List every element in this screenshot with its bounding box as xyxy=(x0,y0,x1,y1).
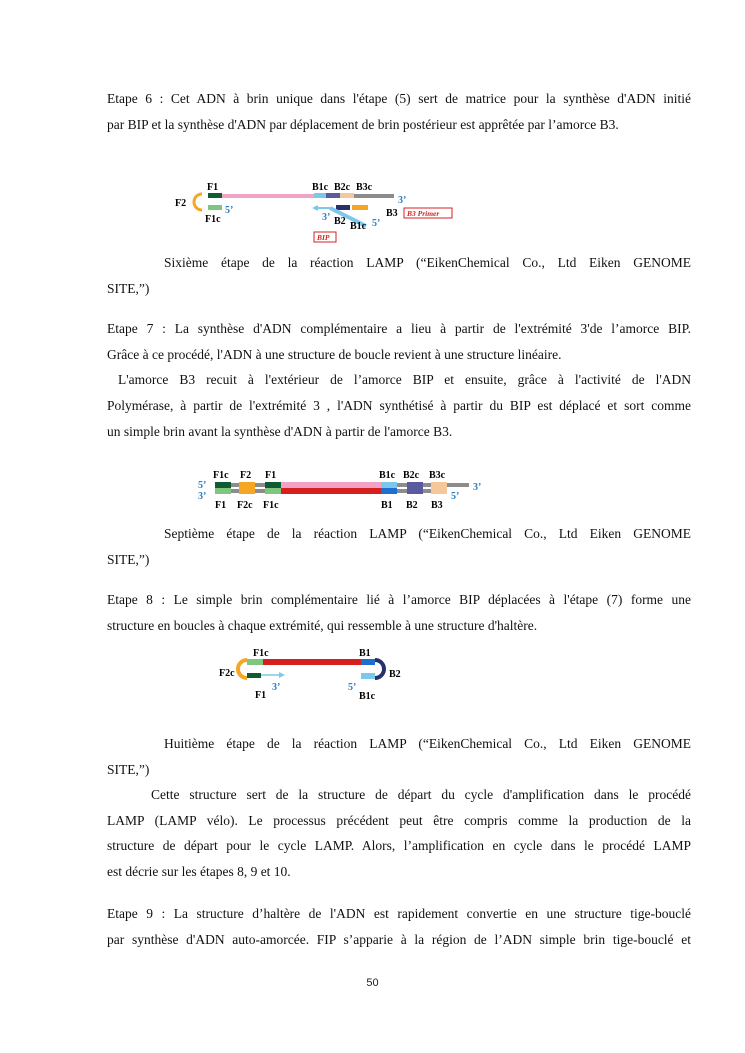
figure7-f2-segment xyxy=(239,482,255,494)
step8-line: Etape 8 : Le simple brin complémentaire lié à l’amorce BIP déplacées à l'étape (7) forme une xyxy=(107,592,691,607)
figure7-label: B3c xyxy=(429,470,446,481)
figure7-label: F1c xyxy=(263,500,279,511)
figure8-caption xyxy=(107,731,691,782)
figure6-label: B2 xyxy=(334,216,346,227)
figure6-caption-line: Sixième étape de la réaction LAMP (“EikenChemical Co., Ltd Eiken GENOME xyxy=(164,255,691,270)
figure8-diagram xyxy=(217,646,417,704)
figure6-label: B2c xyxy=(334,182,351,193)
figure8-right-loop xyxy=(375,660,384,678)
figure6-label: B3 xyxy=(386,208,398,219)
figure8-label: F1 xyxy=(255,690,267,701)
figure6-label: B1c xyxy=(312,182,329,193)
figure6-f1-segment xyxy=(208,193,222,198)
figure8-label: B1c xyxy=(359,691,376,702)
figure7-gray-5 xyxy=(397,483,407,487)
cycle-paragraph xyxy=(107,782,691,885)
figure6-label: F1c xyxy=(205,214,221,225)
figure7-label: F2c xyxy=(237,500,253,511)
cycle-line: LAMP (LAMP vélo). Le processus précédent peut être compris comme la production de la xyxy=(107,812,691,828)
figure7-f1-bottom xyxy=(215,488,231,494)
figure7-label: B1c xyxy=(379,470,396,481)
figure7-label: 3’ xyxy=(473,482,482,493)
step6-line: par BIP et la synthèse d'ADN par déplacement de brin postérieur est apprêtée par l’amorce B3. xyxy=(107,116,619,132)
figure6-b1c-segment xyxy=(314,193,326,198)
figure6-b3-segment xyxy=(352,205,368,210)
figure7-gray-4 xyxy=(255,489,265,493)
figure6-arrowhead xyxy=(312,205,318,211)
figure6-b2c-segment xyxy=(326,193,340,198)
figure8-label: B2 xyxy=(389,669,401,680)
figure7-b3-segment xyxy=(431,482,447,494)
figure6-caption xyxy=(107,250,691,301)
figure7-gray-3 xyxy=(255,483,265,487)
step8-line: structure en boucles à chaque extrémité, qui ressemble à une structure d'haltère. xyxy=(107,617,538,633)
figure7-b1c xyxy=(381,482,397,488)
figure7-gray-2 xyxy=(231,489,239,493)
figure6-label: F1 xyxy=(207,182,219,193)
figure7-caption-line: SITE,”) xyxy=(107,551,150,567)
figure7-gray-6 xyxy=(397,489,407,493)
figure7-label: F1 xyxy=(215,500,227,511)
step7-line: Etape 7 : La synthèse d'ADN complémentaire a lieu à partir de l'extrémité 3'de l’amorce BIP. xyxy=(107,321,691,336)
figure6-f1c-segment xyxy=(208,205,222,210)
figure7-label: F1 xyxy=(265,470,277,481)
figure7-caption xyxy=(107,521,691,572)
step7-paragraph xyxy=(107,316,691,445)
page-number: 50 xyxy=(366,977,379,989)
step8-paragraph xyxy=(107,587,691,638)
figure8-label: B1 xyxy=(359,648,371,659)
figure7-label: 5’ xyxy=(198,480,207,491)
figure7-b2-segment xyxy=(407,482,423,494)
figure8-left-loop xyxy=(238,660,247,678)
step9-line: par synthèse d'ADN auto-amorcée. FIP s’apparie à la région de l’ADN simple brin tige-bouclé et xyxy=(107,931,691,947)
step7-line: Polymérase, à partir de l'extrémité 3 , l'ADN synthétisé à partir du BIP est déplacé et sort comme xyxy=(107,398,691,414)
figure8-red-strand xyxy=(263,659,361,665)
figure8-caption-line: SITE,”) xyxy=(107,761,150,777)
figure7-red-strand xyxy=(281,488,381,494)
figure8-label: F1c xyxy=(253,648,269,659)
figure7-f1c-top xyxy=(215,482,231,488)
figure8-arrowhead xyxy=(279,672,285,678)
step9-paragraph xyxy=(107,901,691,952)
figure6-caption-line: SITE,”) xyxy=(107,280,150,296)
figure6-label: 5’ xyxy=(225,205,234,216)
figure7-gray-tail xyxy=(447,483,469,487)
figure7-gray-8 xyxy=(423,489,431,493)
figure7-gray-7 xyxy=(423,483,431,487)
figure6-label: BIP xyxy=(317,233,330,242)
figure7-label: F1c xyxy=(213,470,229,481)
figure8-b1-segment xyxy=(361,659,375,665)
step6-line: Etape 6 : Cet ADN à brin unique dans l'étape (5) sert de matrice pour la synthèse d'ADN initié xyxy=(107,91,691,106)
figure6-label: B3 Primer xyxy=(407,209,440,218)
figure6-label: 5’ xyxy=(372,218,381,229)
figure8-f1-segment xyxy=(247,673,261,678)
figure6-label: B3c xyxy=(356,182,373,193)
figure7-gray-1 xyxy=(231,483,239,487)
figure8-label: F2c xyxy=(219,668,235,679)
figure6-pink-strand xyxy=(222,194,314,198)
figure8-label: 3’ xyxy=(272,682,281,693)
figure7-label: B1 xyxy=(381,500,393,511)
cycle-line: structure de départ pour le cycle LAMP. Alors, l’amplification en cycle dans le procédé LAMP xyxy=(107,838,691,854)
figure6-diagram xyxy=(170,180,460,246)
figure7-label: B3 xyxy=(431,500,443,511)
figure7-label: 5’ xyxy=(451,491,460,502)
figure6-label: F2 xyxy=(175,198,187,209)
figure7-label: F2 xyxy=(240,470,252,481)
step7-line: un simple brin avant la synthèse d'ADN à partir de l'amorce B3. xyxy=(107,423,453,439)
step6-paragraph xyxy=(107,86,691,137)
figure6-label: B1c xyxy=(350,221,367,232)
cycle-line: est décrie sur les étapes 8, 9 et 10. xyxy=(107,864,291,880)
step7-line: L'amorce B3 recuit à l'extérieur de l’amorce BIP et ensuite, grâce à l'activité de l'ADN xyxy=(107,372,691,388)
figure6-loop xyxy=(194,194,202,210)
figure8-label: 5’ xyxy=(348,682,357,693)
figure7-f1c-bottom xyxy=(265,488,281,494)
figure7-pink-strand xyxy=(281,482,381,488)
figure6-b3c-segment xyxy=(340,193,354,198)
figure6-label: 3’ xyxy=(322,212,331,223)
figure7-f1-top xyxy=(265,482,281,488)
figure6-label: 3’ xyxy=(398,195,407,206)
figure6-gray-strand xyxy=(354,194,394,198)
cycle-line: Cette structure sert de la structure de départ du cycle d'amplification dans le procédé xyxy=(151,787,691,802)
step9-line: Etape 9 : La structure d’haltère de l'ADN est rapidement convertie en une structure tige-bouclé xyxy=(107,906,691,921)
figure7-diagram xyxy=(195,464,495,514)
figure8-b1c-segment xyxy=(361,673,375,679)
figure7-caption-line: Septième étape de la réaction LAMP (“EikenChemical Co., Ltd Eiken GENOME xyxy=(164,526,691,541)
figure7-label: 3’ xyxy=(198,491,207,502)
figure7-label: B2 xyxy=(406,500,418,511)
figure8-f1c-segment xyxy=(247,659,263,665)
figure8-caption-line: Huitième étape de la réaction LAMP (“EikenChemical Co., Ltd Eiken GENOME xyxy=(164,736,691,751)
figure6-b2-segment xyxy=(336,205,350,210)
figure7-label: B2c xyxy=(403,470,420,481)
figure7-b1 xyxy=(381,488,397,494)
step7-line: Grâce à ce procédé, l'ADN à une structure de boucle revient à une structure linéaire. xyxy=(107,346,562,362)
